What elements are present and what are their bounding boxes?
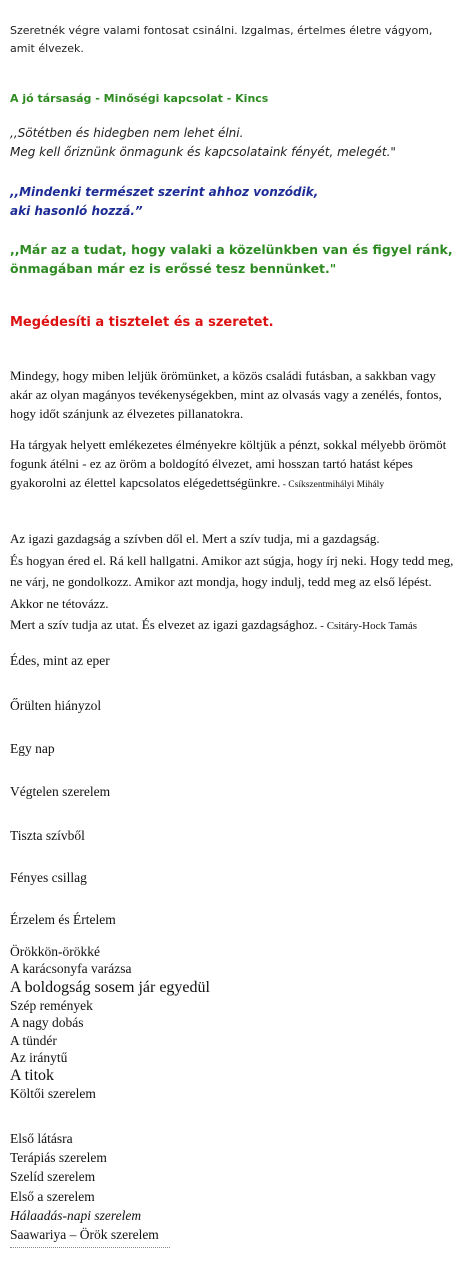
quote-darkness: [10, 124, 455, 162]
dotted-divider: [10, 1247, 170, 1248]
wealth-quote: [10, 528, 458, 638]
list-item[interactable]: Terápiás szerelem: [10, 1150, 107, 1166]
quote-attraction-line1: ,,Mindenki természet szerint ahhoz vonzódik,: [10, 185, 319, 199]
list-item[interactable]: Költői szerelem: [10, 1086, 96, 1102]
list-item[interactable]: Saawariya – Örök szerelem: [10, 1227, 159, 1243]
title-list-primary: [10, 943, 210, 1103]
tagline: A jó társaság - Minőségi kapcsolat - Kincs: [10, 92, 269, 105]
quote-presence-line1: ,,Már az a tudat, hogy valaki a közelünkben van és figyel ránk,: [10, 242, 453, 257]
respect-heading: Megédesíti a tisztelet és a szeretet.: [10, 315, 274, 330]
title-link[interactable]: Fényes csillag: [10, 870, 87, 885]
list-item[interactable]: Az iránytű: [10, 1050, 68, 1066]
quote-attraction-line2: aki hasonló hozzá.”: [10, 204, 143, 218]
list-item[interactable]: A karácsonyfa varázsa: [10, 961, 132, 977]
experience-paragraph: [10, 435, 458, 495]
wealth-quote-author: - Csitáry-Hock Tamás: [317, 620, 418, 632]
list-item[interactable]: Szelíd szerelem: [10, 1169, 96, 1185]
experience-paragraph-text: Ha tárgyak helyett emlékezetes élményekre költjük a pénzt, sokkal mélyebb örömöt fogunk átélni - ez az öröm a boldogító élvezet, ami hosszan tartó hatást képes gyakorolni az élettel kapcsolatos elégedettségünkre.: [10, 437, 447, 490]
quote-darkness-line2: Meg kell őriznünk önmagunk és kapcsolataink fényét, melegét.": [10, 145, 396, 159]
list-item[interactable]: Szép remények: [10, 997, 93, 1013]
title-list-secondary: [10, 1129, 159, 1244]
wealth-quote-line2: És hogyan éred el. Rá kell hallgatni. Amikor azt súgja, hogy írj neki. Hogy tedd meg, ne várj, ne gondolkozz. Amikor azt mondja, hogy indulj, tedd meg az első lépést. Akkor ne tétovázz.: [10, 552, 454, 611]
wealth-quote-line3: Mert a szív tudja az utat. És elvezet az igazi gazdagsághoz.: [10, 617, 318, 632]
list-item[interactable]: Örökkön-örökké: [10, 944, 100, 959]
intro-text: Szeretnék végre valami fontosat csinálni. Izgalmas, értelmes életre vágyom, amit élvezek.: [10, 24, 433, 55]
quote-presence-line2: önmagában már ez is erőssé tesz bennünket.": [10, 261, 337, 276]
title-link[interactable]: Egy nap: [10, 741, 55, 756]
list-item[interactable]: A boldogság sosem jár egyedül: [10, 978, 210, 996]
title-link[interactable]: Tiszta szívből: [10, 828, 85, 843]
list-item[interactable]: Első látásra: [10, 1131, 73, 1146]
list-item[interactable]: A nagy dobás: [10, 1015, 84, 1031]
title-link[interactable]: Őrülten hiányzol: [10, 698, 102, 713]
list-item[interactable]: A titok: [10, 1067, 55, 1085]
title-link[interactable]: Végtelen szerelem: [10, 784, 111, 799]
list-item[interactable]: Első a szerelem: [10, 1188, 95, 1204]
list-item[interactable]: A tündér: [10, 1032, 57, 1048]
title-link[interactable]: Érzelem és Értelem: [10, 912, 116, 927]
list-item[interactable]: Hálaadás-napi szerelem: [10, 1207, 142, 1223]
quote-attraction: [10, 183, 455, 221]
experience-paragraph-author: - Csíkszentmihályi Mihály: [280, 480, 385, 490]
title-link[interactable]: Édes, mint az eper: [10, 653, 110, 668]
joy-paragraph: Mindegy, hogy miben leljük örömünket, a közös családi futásban, a sakkban vagy akár az olyan magányos tevékenységekben, mint az olvasás vagy a zenélés, fontos, hogy időt szánjunk az élvezetes pillanatokra.: [10, 368, 442, 421]
quote-darkness-line1: ,,Sötétben és hidegben nem lehet élni.: [10, 126, 244, 140]
quote-presence: [10, 240, 455, 278]
wealth-quote-line1: Az igazi gazdagság a szívben dől el. Mert a szív tudja, mi a gazdagság.: [10, 531, 380, 546]
